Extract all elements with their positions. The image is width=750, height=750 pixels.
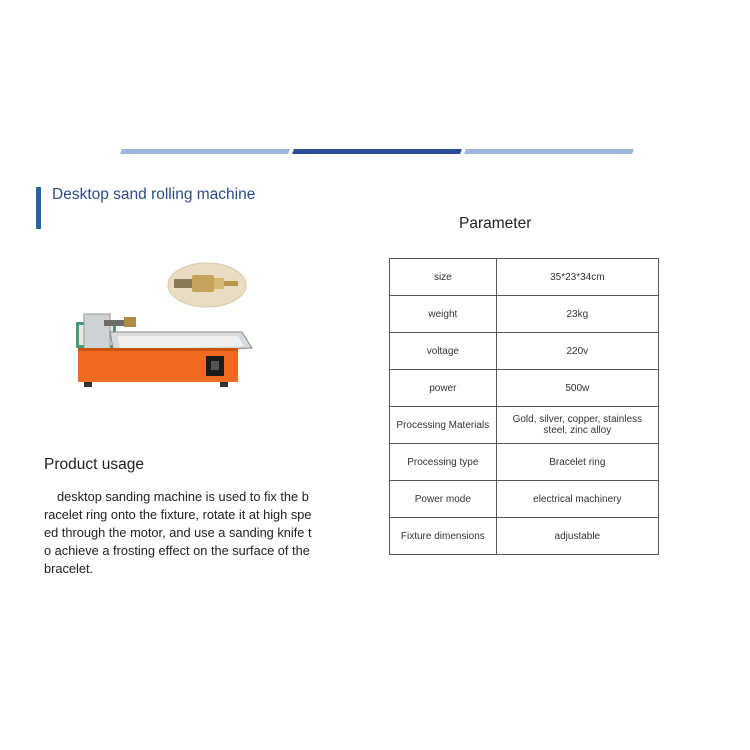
param-key: size xyxy=(390,259,497,296)
param-key: voltage xyxy=(390,333,497,370)
param-key: power xyxy=(390,370,497,407)
param-key: Processing Materials xyxy=(390,407,497,444)
sand-rolling-machine-photo xyxy=(70,262,260,397)
param-value: Gold, silver, copper, stainless steel, zinc alloy xyxy=(496,407,658,444)
table-row xyxy=(390,259,659,296)
param-key: Power mode xyxy=(390,481,497,518)
table-row xyxy=(390,296,659,333)
param-value: 500w xyxy=(496,370,658,407)
param-key: Fixture dimensions xyxy=(390,518,497,555)
param-value: electrical machinery xyxy=(496,481,658,518)
table-row xyxy=(390,518,659,555)
param-value: 220v xyxy=(496,333,658,370)
product-usage-text: desktop sanding machine is used to fix the bracelet ring onto the fixture, rotate it at high speed through the motor, and use a sanding knife to achieve a frosting effect on the surface of the bracelet. xyxy=(44,489,312,576)
header-bar-left xyxy=(120,149,290,154)
table-row xyxy=(390,370,659,407)
decorative-header-bars xyxy=(121,149,633,157)
table-row xyxy=(390,481,659,518)
product-usage-heading: Product usage xyxy=(44,456,144,473)
parameter-table xyxy=(389,258,659,555)
param-value: adjustable xyxy=(496,518,658,555)
param-key: Processing type xyxy=(390,444,497,481)
table-row xyxy=(390,407,659,444)
title-accent-bar xyxy=(36,187,41,229)
header-bar-right xyxy=(464,149,634,154)
parameter-heading: Parameter xyxy=(459,215,532,232)
param-value: 23kg xyxy=(496,296,658,333)
param-value: Bracelet ring xyxy=(496,444,658,481)
header-bar-center xyxy=(292,149,462,154)
table-row xyxy=(390,333,659,370)
param-value: 35*23*34cm xyxy=(496,259,658,296)
param-key: weight xyxy=(390,296,497,333)
page-title: Desktop sand rolling machine xyxy=(52,186,256,203)
table-row xyxy=(390,444,659,481)
